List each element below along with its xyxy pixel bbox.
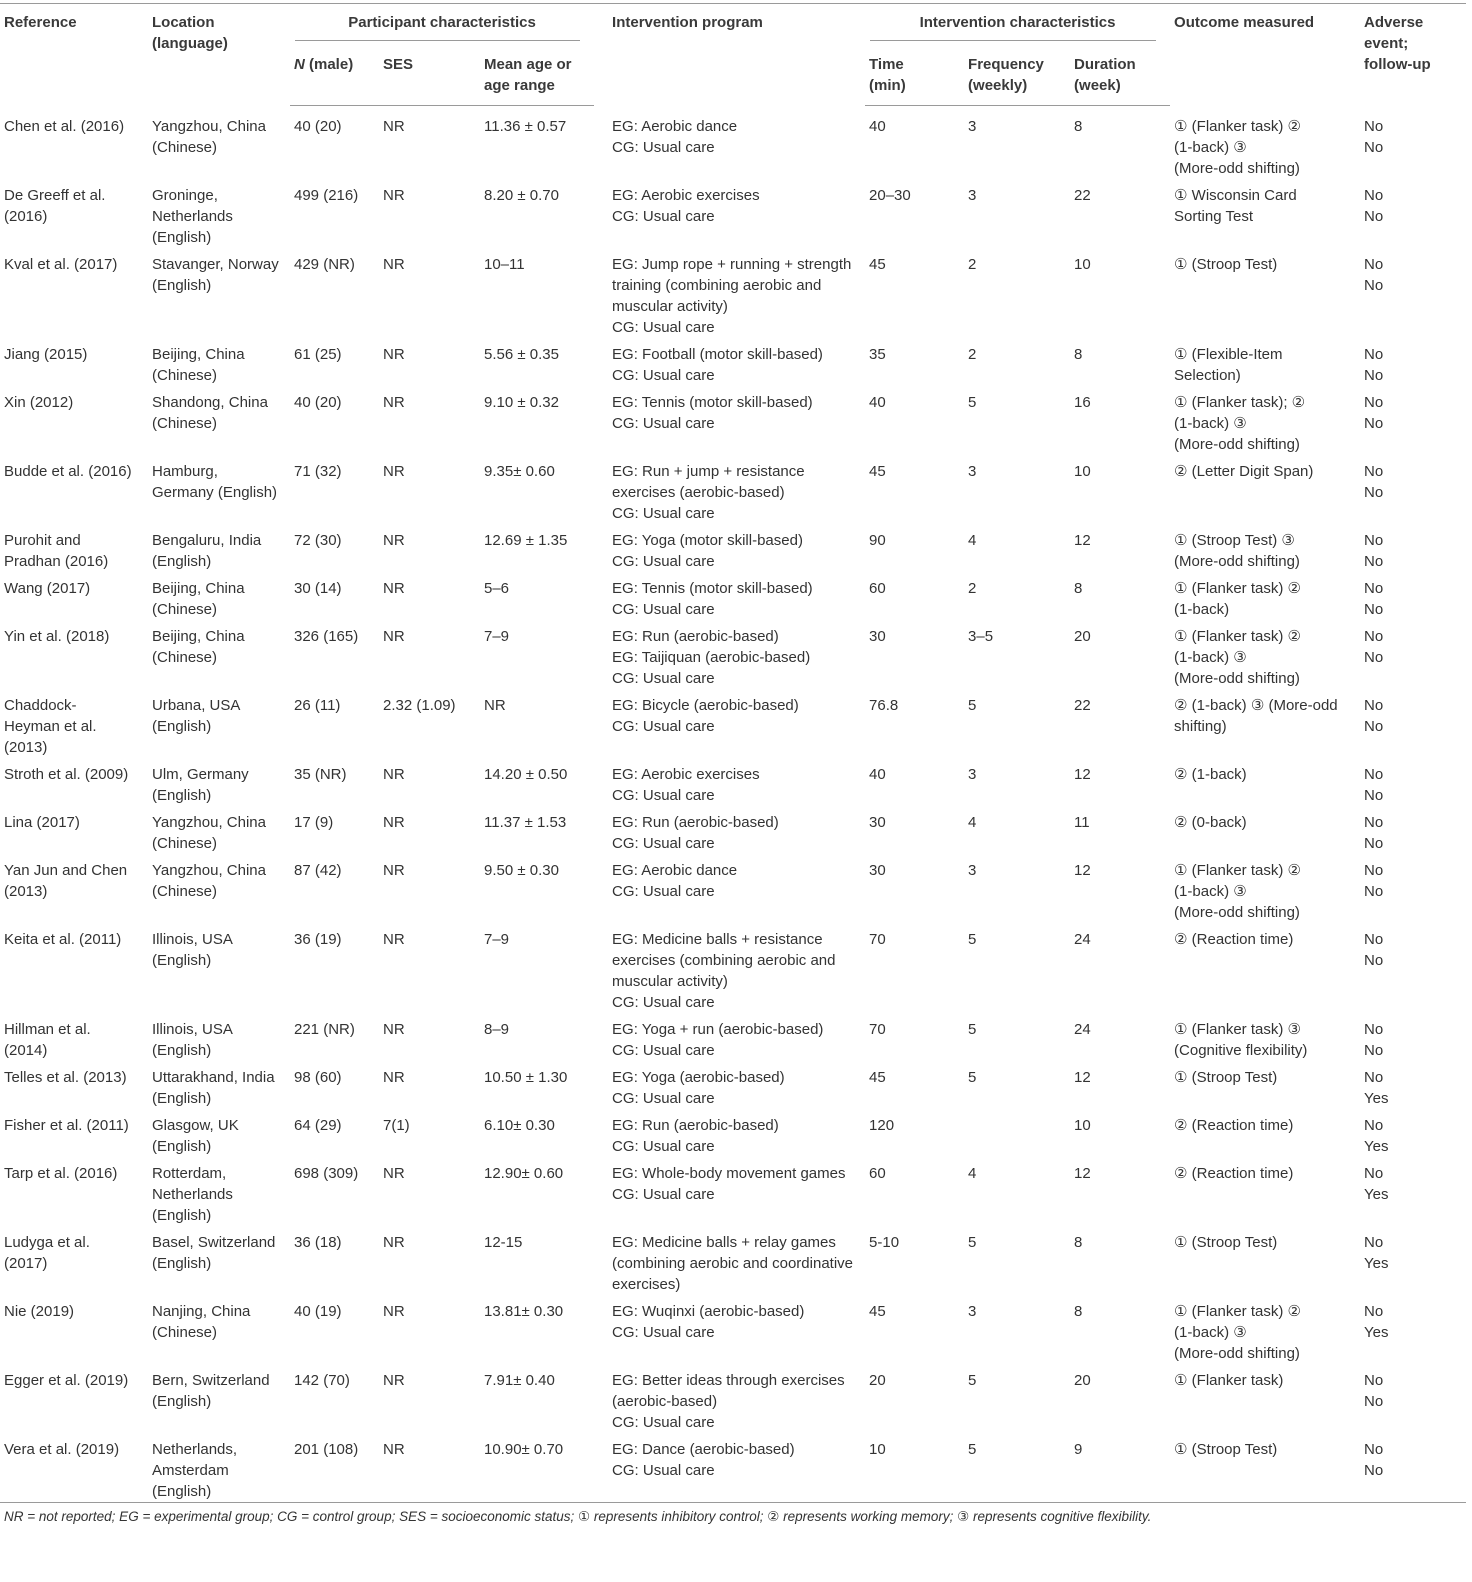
cell-mean-age: 7.91± 0.40 <box>484 1371 555 1389</box>
cell-intervention-program: EG: Tennis (motor skill-based) CG: Usual care <box>612 579 813 618</box>
cell-mean-age: 9.35± 0.60 <box>484 462 555 480</box>
cell-intervention-program: EG: Run (aerobic-based) CG: Usual care <box>612 813 779 852</box>
cell-reference: Chaddock- Heyman et al. (2013) <box>4 696 97 756</box>
header-n-male <box>290 41 379 106</box>
cell-n-male: 98 (60) <box>294 1068 342 1086</box>
cell-frequency: 3 <box>968 186 977 204</box>
cell-n-male: 35 (NR) <box>294 765 347 783</box>
cell-time: 30 <box>869 861 886 879</box>
cell-location: Rotterdam, Netherlands (English) <box>152 1164 233 1224</box>
cell-adverse: No No <box>1364 765 1384 804</box>
cell-frequency: 4 <box>968 813 977 831</box>
cell-frequency: 3 <box>968 118 977 135</box>
cell-adverse: No No <box>1364 393 1384 432</box>
cell-reference: Jiang (2015) <box>4 345 88 363</box>
cell-ses: NR <box>383 255 405 273</box>
cell-mean-age: NR <box>484 696 506 714</box>
cell-duration: 10 <box>1074 255 1091 273</box>
cell-mean-age: 7–9 <box>484 627 510 645</box>
cell-reference: Stroth et al. (2009) <box>4 765 129 783</box>
cell-ses: NR <box>383 1440 405 1458</box>
table-row <box>0 386 1466 455</box>
cell-intervention-program: EG: Yoga (aerobic-based) CG: Usual care <box>612 1068 785 1107</box>
header-n-letter: N <box>294 56 305 73</box>
cell-mean-age: 12.69 ± 1.35 <box>484 531 568 549</box>
header-outcome: Outcome measured <box>1170 4 1360 106</box>
cell-n-male: 36 (19) <box>294 930 342 948</box>
cell-n-male: 499 (216) <box>294 186 359 204</box>
table-row <box>0 1364 1466 1433</box>
cell-location: Shandong, China (Chinese) <box>152 393 268 432</box>
cell-location: Yangzhou, China (Chinese) <box>152 813 266 852</box>
cell-reference: Egger et al. (2019) <box>4 1371 129 1389</box>
table-row <box>0 1433 1466 1503</box>
cell-time: 120 <box>869 1116 895 1134</box>
cell-reference: Kval et al. (2017) <box>4 255 118 273</box>
cell-ses: NR <box>383 1233 405 1251</box>
table-row <box>0 854 1466 923</box>
cell-outcome: ① (Stroop Test) <box>1174 255 1278 273</box>
cell-n-male: 40 (20) <box>294 393 342 411</box>
cell-adverse: No No <box>1364 531 1384 570</box>
cell-outcome: ② (1-back) ③ (More-odd shifting) <box>1174 696 1338 735</box>
cell-mean-age: 10.90± 0.70 <box>484 1440 564 1458</box>
cell-reference: Lina (2017) <box>4 813 80 831</box>
cell-outcome: ② (Reaction time) <box>1174 1116 1294 1134</box>
cell-n-male: 30 (14) <box>294 579 342 597</box>
cell-duration: 11 <box>1074 813 1090 831</box>
cell-outcome: ① (Flanker task) ② (1-back) <box>1174 579 1301 618</box>
cell-duration: 20 <box>1074 627 1091 645</box>
cell-ses: NR <box>383 861 405 879</box>
cell-n-male: 87 (42) <box>294 861 342 879</box>
cell-adverse: No No <box>1364 579 1384 618</box>
cell-adverse: No No <box>1364 345 1384 384</box>
cell-reference: Nie (2019) <box>4 1302 75 1320</box>
cell-frequency: 5 <box>968 1371 977 1389</box>
cell-adverse: No Yes <box>1364 1068 1389 1107</box>
cell-n-male: 40 (19) <box>294 1302 342 1320</box>
cell-location: Uttarakhand, India (English) <box>152 1068 275 1107</box>
cell-adverse: No No <box>1364 696 1384 735</box>
cell-duration: 12 <box>1074 1068 1091 1086</box>
header-participant-characteristics <box>290 4 594 42</box>
cell-intervention-program: EG: Dance (aerobic-based) CG: Usual care <box>612 1440 795 1479</box>
cell-location: Ulm, Germany (English) <box>152 765 249 804</box>
cell-outcome: ① (Flanker task) ② (1-back) ③ (More-odd shifting) <box>1174 861 1301 921</box>
header-duration: Duration (week) <box>1070 41 1170 106</box>
cell-outcome: ② (Letter Digit Span) <box>1174 462 1314 480</box>
cell-time: 30 <box>869 813 886 831</box>
cell-ses: NR <box>383 1020 405 1038</box>
cell-frequency: 4 <box>968 531 977 549</box>
cell-duration: 12 <box>1074 531 1091 549</box>
cell-location: Hamburg, Germany (English) <box>152 462 278 501</box>
cell-frequency: 5 <box>968 1068 977 1086</box>
cell-location: Urbana, USA (English) <box>152 696 241 735</box>
cell-n-male: 698 (309) <box>294 1164 359 1182</box>
cell-intervention-program: EG: Football (motor skill-based) CG: Usual care <box>612 345 823 384</box>
cell-mean-age: 5–6 <box>484 579 510 597</box>
cell-intervention-program: EG: Wuqinxi (aerobic-based) CG: Usual care <box>612 1302 805 1341</box>
table-row <box>0 689 1466 758</box>
cell-outcome: ① (Stroop Test) ③ (More-odd shifting) <box>1174 531 1300 570</box>
cell-location: Beijing, China (Chinese) <box>152 627 245 666</box>
header-frequency: Frequency (weekly) <box>954 41 1070 106</box>
cell-time: 45 <box>869 462 886 480</box>
cell-n-male: 71 (32) <box>294 462 342 480</box>
cell-n-male: 61 (25) <box>294 345 342 363</box>
cell-adverse: No No <box>1364 1440 1384 1479</box>
header-mean-age: Mean age or age range <box>480 41 594 106</box>
intervention-group-underline <box>870 40 1156 41</box>
cell-location: Glasgow, UK (English) <box>152 1116 239 1155</box>
cell-intervention-program: EG: Bicycle (aerobic-based) CG: Usual care <box>612 696 799 735</box>
header-location: Location (language) <box>144 4 290 106</box>
cell-ses: NR <box>383 186 405 204</box>
cell-adverse: No No <box>1364 255 1384 294</box>
cell-intervention-program: EG: Aerobic exercises CG: Usual care <box>612 186 760 225</box>
table-row <box>0 1295 1466 1364</box>
header-adverse: Adverse event; follow-up <box>1360 4 1466 106</box>
cell-intervention-program: EG: Yoga + run (aerobic-based) CG: Usual care <box>612 1020 824 1059</box>
cell-mean-age: 10–11 <box>484 255 525 273</box>
cell-mean-age: 8–9 <box>484 1020 510 1038</box>
cell-frequency: 2 <box>968 255 977 273</box>
cell-ses: NR <box>383 579 405 597</box>
cell-adverse: No Yes <box>1364 1233 1389 1272</box>
cell-intervention-program: EG: Run (aerobic-based) EG: Taijiquan (aerobic-based) CG: Usual care <box>612 627 811 687</box>
cell-duration: 9 <box>1074 1440 1083 1458</box>
cell-n-male: 429 (NR) <box>294 255 355 273</box>
cell-time: 90 <box>869 531 886 549</box>
cell-mean-age: 12.90± 0.60 <box>484 1164 564 1182</box>
header-n-male-rest: (male) <box>304 56 354 73</box>
cell-location: Yangzhou, China (Chinese) <box>152 861 266 900</box>
header-intervention-characteristics <box>865 4 1170 42</box>
table-row <box>0 1157 1466 1226</box>
cell-intervention-program: EG: Aerobic dance CG: Usual care <box>612 117 738 156</box>
table-row <box>0 572 1466 620</box>
cell-reference: Telles et al. (2013) <box>4 1068 127 1086</box>
cell-time: 45 <box>869 1068 886 1086</box>
cell-reference: Yin et al. (2018) <box>4 627 110 645</box>
cell-frequency: 3–5 <box>968 627 994 645</box>
cell-outcome: ② (0-back) <box>1174 813 1247 831</box>
cell-adverse: No No <box>1364 462 1384 501</box>
cell-location: Groninge, Netherlands (English) <box>152 186 233 246</box>
cell-time: 35 <box>869 345 886 363</box>
cell-ses: NR <box>383 345 405 363</box>
cell-duration: 20 <box>1074 1371 1091 1389</box>
cell-time: 30 <box>869 627 886 645</box>
cell-intervention-program: EG: Whole-body movement games CG: Usual care <box>612 1164 846 1203</box>
participant-group-underline <box>295 40 580 41</box>
cell-adverse: No No <box>1364 813 1384 852</box>
cell-adverse: No Yes <box>1364 1302 1389 1341</box>
cell-duration: 12 <box>1074 765 1091 783</box>
header-time: Time (min) <box>865 41 954 106</box>
cell-mean-age: 9.50 ± 0.30 <box>484 861 559 879</box>
cell-ses: NR <box>383 765 405 783</box>
cell-ses: NR <box>383 627 405 645</box>
cell-adverse: No Yes <box>1364 1164 1389 1203</box>
cell-ses: NR <box>383 393 405 411</box>
cell-frequency <box>954 1109 1070 1157</box>
cell-ses: NR <box>383 462 405 480</box>
cell-reference: Wang (2017) <box>4 579 91 597</box>
table-row <box>0 1013 1466 1061</box>
cell-time: 5-10 <box>869 1233 900 1251</box>
cell-outcome: ① (Flanker task) ③ (Cognitive flexibility) <box>1174 1020 1308 1059</box>
cell-frequency: 5 <box>968 696 977 714</box>
cell-duration: 10 <box>1074 462 1091 480</box>
cell-reference: Vera et al. (2019) <box>4 1440 120 1458</box>
table-row <box>0 248 1466 338</box>
header-reference: Reference <box>0 4 144 106</box>
cell-outcome: ① (Flanker task) ② (1-back) ③ (More-odd shifting) <box>1174 627 1301 687</box>
table-row <box>0 455 1466 524</box>
cell-outcome: ② (Reaction time) <box>1174 930 1294 948</box>
table-row <box>0 338 1466 386</box>
cell-outcome: ② (1-back) <box>1174 765 1247 783</box>
cell-duration: 12 <box>1074 1164 1091 1182</box>
cell-frequency: 5 <box>968 1233 977 1251</box>
cell-outcome: ① (Stroop Test) <box>1174 1440 1278 1458</box>
cell-time: 20–30 <box>869 186 911 204</box>
table-row <box>0 179 1466 248</box>
cell-intervention-program: EG: Yoga (motor skill-based) CG: Usual care <box>612 531 803 570</box>
studies-table <box>0 3 1466 1527</box>
cell-frequency: 3 <box>968 765 977 783</box>
cell-n-male: 36 (18) <box>294 1233 342 1251</box>
cell-outcome: ① (Stroop Test) <box>1174 1068 1278 1086</box>
cell-location: Yangzhou, China (Chinese) <box>152 117 266 156</box>
cell-mean-age: 13.81± 0.30 <box>484 1302 564 1320</box>
cell-mean-age: 8.20 ± 0.70 <box>484 186 559 204</box>
cell-reference: Fisher et al. (2011) <box>4 1116 129 1134</box>
cell-duration: 8 <box>1074 345 1083 363</box>
cell-outcome: ① (Flexible-Item Selection) <box>1174 345 1283 384</box>
cell-duration: 24 <box>1074 930 1091 948</box>
table-row <box>0 806 1466 854</box>
footnote-row <box>0 1502 1466 1527</box>
cell-frequency: 5 <box>968 393 977 411</box>
cell-adverse: No Yes <box>1364 1116 1389 1155</box>
cell-n-male: 72 (30) <box>294 531 342 549</box>
cell-reference: Tarp et al. (2016) <box>4 1164 118 1182</box>
cell-mean-age: 7–9 <box>484 930 510 948</box>
cell-duration: 10 <box>1074 1116 1091 1134</box>
header-ses: SES <box>379 41 480 106</box>
cell-intervention-program: EG: Aerobic exercises CG: Usual care <box>612 765 760 804</box>
cell-frequency: 2 <box>968 345 977 363</box>
cell-location: Bengaluru, India (English) <box>152 531 262 570</box>
cell-duration: 22 <box>1074 186 1091 204</box>
cell-location: Netherlands, Amsterdam (English) <box>152 1440 238 1500</box>
cell-time: 70 <box>869 930 886 948</box>
cell-adverse: No No <box>1364 1020 1384 1059</box>
cell-frequency: 4 <box>968 1164 977 1182</box>
cell-mean-age: 12-15 <box>484 1233 523 1251</box>
cell-location: Illinois, USA (English) <box>152 930 233 969</box>
cell-time: 70 <box>869 1020 886 1038</box>
cell-time: 60 <box>869 579 886 597</box>
cell-mean-age: 11.36 ± 0.57 <box>484 118 567 135</box>
cell-location: Stavanger, Norway (English) <box>152 255 279 294</box>
table-row <box>0 1226 1466 1295</box>
table-row <box>0 1061 1466 1109</box>
cell-outcome: ① (Stroop Test) <box>1174 1233 1278 1251</box>
cell-reference: Ludyga et al. (2017) <box>4 1233 90 1272</box>
cell-location: Basel, Switzerland (English) <box>152 1233 276 1272</box>
cell-n-male: 221 (NR) <box>294 1020 355 1038</box>
cell-frequency: 5 <box>968 1440 977 1458</box>
cell-intervention-program: EG: Run (aerobic-based) CG: Usual care <box>612 1116 779 1155</box>
cell-time: 40 <box>869 393 886 411</box>
cell-frequency: 2 <box>968 579 977 597</box>
cell-time: 40 <box>869 118 886 135</box>
cell-mean-age: 9.10 ± 0.32 <box>484 393 559 411</box>
cell-frequency: 3 <box>968 1302 977 1320</box>
cell-reference: Yan Jun and Chen (2013) <box>4 861 128 900</box>
cell-mean-age: 6.10± 0.30 <box>484 1116 555 1134</box>
cell-reference: Chen et al. (2016) <box>4 117 125 135</box>
cell-ses: NR <box>383 1302 405 1320</box>
cell-duration: 8 <box>1074 1233 1083 1251</box>
table-row <box>0 758 1466 806</box>
cell-intervention-program: EG: Tennis (motor skill-based) CG: Usual care <box>612 393 813 432</box>
cell-outcome: ① (Flanker task) ② (1-back) ③ (More-odd shifting) <box>1174 1302 1301 1362</box>
cell-outcome: ① (Flanker task); ② (1-back) ③ (More-odd shifting) <box>1174 393 1306 453</box>
cell-ses: NR <box>383 1371 405 1389</box>
cell-duration: 8 <box>1074 118 1083 135</box>
cell-adverse: No No <box>1364 930 1384 969</box>
cell-intervention-program: EG: Better ideas through exercises (aerobic-based) CG: Usual care <box>612 1371 845 1431</box>
cell-ses: NR <box>383 531 405 549</box>
cell-time: 10 <box>869 1440 886 1458</box>
header-intervention-program: Intervention program <box>594 4 865 106</box>
cell-outcome: ② (Reaction time) <box>1174 1164 1294 1182</box>
cell-outcome: ① (Flanker task) <box>1174 1371 1284 1389</box>
table-footnote: NR = not reported; EG = experimental group; CG = control group; SES = socioeconomic status; ① represents inhibitory control; ② represents working memory; ③ represents cognitive flexibility. <box>0 1502 1466 1527</box>
cell-duration: 12 <box>1074 861 1091 879</box>
cell-ses: NR <box>383 813 405 831</box>
cell-location: Beijing, China (Chinese) <box>152 345 245 384</box>
cell-ses: NR <box>383 1068 405 1086</box>
table-row <box>0 1109 1466 1157</box>
cell-mean-age: 14.20 ± 0.50 <box>484 765 568 783</box>
cell-frequency: 3 <box>968 462 977 480</box>
cell-reference: Xin (2012) <box>4 393 74 411</box>
cell-location: Illinois, USA (English) <box>152 1020 233 1059</box>
cell-mean-age: 11.37 ± 1.53 <box>484 813 567 831</box>
cell-intervention-program: EG: Aerobic dance CG: Usual care <box>612 861 738 900</box>
table-row <box>0 620 1466 689</box>
table-row <box>0 923 1466 1013</box>
cell-adverse: No No <box>1364 1371 1384 1410</box>
cell-ses: 7(1) <box>383 1116 410 1134</box>
table-row <box>0 524 1466 572</box>
cell-reference: Purohit and Pradhan (2016) <box>4 531 109 570</box>
table-row <box>0 106 1466 179</box>
cell-duration: 24 <box>1074 1020 1091 1038</box>
cell-n-male: 201 (108) <box>294 1440 359 1458</box>
cell-location: Beijing, China (Chinese) <box>152 579 245 618</box>
table-body <box>0 106 1466 1503</box>
cell-time: 60 <box>869 1164 886 1182</box>
cell-mean-age: 10.50 ± 1.30 <box>484 1068 568 1086</box>
cell-adverse: No No <box>1364 627 1384 666</box>
cell-n-male: 40 (20) <box>294 118 342 135</box>
cell-intervention-program: EG: Medicine balls + relay games (combining aerobic and coordinative exercises) <box>612 1233 854 1293</box>
cell-n-male: 26 (11) <box>294 696 341 714</box>
cell-intervention-program: EG: Run + jump + resistance exercises (aerobic-based) CG: Usual care <box>612 462 805 522</box>
cell-ses: 2.32 (1.09) <box>383 696 456 714</box>
header-row-1 <box>0 4 1466 42</box>
cell-location: Nanjing, China (Chinese) <box>152 1302 251 1341</box>
cell-ses: NR <box>383 1164 405 1182</box>
cell-frequency: 5 <box>968 930 977 948</box>
cell-location: Bern, Switzerland (English) <box>152 1371 270 1410</box>
cell-time: 45 <box>869 1302 886 1320</box>
cell-ses: NR <box>383 930 405 948</box>
cell-reference: De Greeff et al. (2016) <box>4 186 106 225</box>
cell-duration: 16 <box>1074 393 1091 411</box>
cell-intervention-program: EG: Jump rope + running + strength training (combining aerobic and muscular activity) CG: Usual care <box>612 255 852 336</box>
cell-frequency: 5 <box>968 1020 977 1038</box>
cell-time: 45 <box>869 255 886 273</box>
cell-n-male: 142 (70) <box>294 1371 350 1389</box>
cell-duration: 8 <box>1074 1302 1083 1320</box>
cell-n-male: 326 (165) <box>294 627 359 645</box>
cell-outcome: ① Wisconsin Card Sorting Test <box>1174 186 1297 225</box>
cell-ses: NR <box>383 118 405 135</box>
cell-duration: 8 <box>1074 579 1083 597</box>
cell-outcome: ① (Flanker task) ② (1-back) ③ (More-odd shifting) <box>1174 117 1301 177</box>
cell-reference: Keita et al. (2011) <box>4 930 122 948</box>
cell-duration: 22 <box>1074 696 1091 714</box>
cell-intervention-program: EG: Medicine balls + resistance exercises (combining aerobic and muscular activity) CG: Usual care <box>612 930 836 1011</box>
cell-reference: Budde et al. (2016) <box>4 462 132 480</box>
cell-frequency: 3 <box>968 861 977 879</box>
cell-adverse: No No <box>1364 117 1384 156</box>
cell-n-male: 64 (29) <box>294 1116 342 1134</box>
header-participant-characteristics-label: Participant characteristics <box>348 14 536 31</box>
cell-time: 40 <box>869 765 886 783</box>
cell-reference: Hillman et al. (2014) <box>4 1020 91 1059</box>
cell-adverse: No No <box>1364 861 1384 900</box>
cell-time: 76.8 <box>869 696 899 714</box>
cell-mean-age: 5.56 ± 0.35 <box>484 345 559 363</box>
cell-n-male: 17 (9) <box>294 813 334 831</box>
header-intervention-characteristics-label: Intervention characteristics <box>919 14 1116 31</box>
cell-adverse: No No <box>1364 186 1384 225</box>
cell-time: 20 <box>869 1371 886 1389</box>
